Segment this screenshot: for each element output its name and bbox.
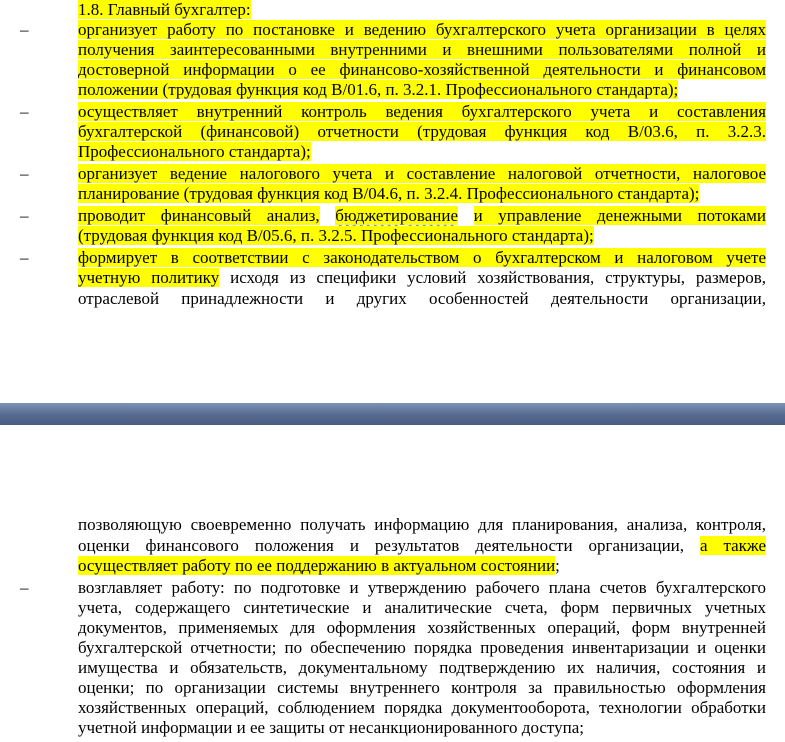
bullet-dash: – — [20, 206, 29, 225]
text-line: хозяйственных операций, соблюдением порядка документооборота, технологии обработки — [78, 698, 766, 717]
text-line: оценки; по организации системы внутреннего контроля за правильностью оформления — [78, 678, 766, 697]
section-heading: 1.8. Главный бухгалтер: — [78, 0, 251, 19]
text-line: оценки финансового положения и результатов деятельности организации, а также — [78, 536, 766, 555]
text-line: положении (трудовая функция код В/01.6, п. 3.2.1. Профессионального стандарта); — [78, 80, 679, 99]
text-line: учетную политику исходя из специфики условий хозяйствования, структуры, размеров, — [78, 268, 766, 287]
text-line: возглавляет работу: по подготовке и утверждению рабочего плана счетов бухгалтерского — [78, 578, 766, 597]
text-line: отраслевой принадлежности и других особенностей деятельности организации, — [78, 289, 766, 308]
text-line: имущества и обязательств, документальному подтверждению их наличия, состояния и — [78, 658, 766, 677]
text-line: осуществляет внутренний контроль ведения бухгалтерского учета и составления — [78, 102, 766, 121]
text-line: осуществляет работу по ее поддержанию в актуальном состоянии; — [78, 556, 560, 575]
text-line: планирование (трудовая функция код В/04.6, п. 3.2.4. Профессионального стандарта); — [78, 184, 700, 203]
bullet-dash: – — [20, 20, 29, 39]
text-line: Профессионального стандарта); — [78, 142, 311, 161]
bullet-dash: – — [20, 248, 29, 267]
text-line: учета, содержащего синтетические и аналитические счета, форм первичных учетных — [78, 598, 766, 617]
text-line: проводит финансовый анализ, бюджетирование и управление денежными потоками — [78, 206, 767, 225]
bullet-dash: – — [20, 164, 29, 183]
text-line: организует работу по постановке и ведению бухгалтерского учета организации в целях — [78, 20, 766, 39]
text-line: формирует в соответствии с законодательством о бухгалтерском и налоговом учете — [78, 248, 766, 267]
text-line: учетной информации и ее защиты от несанкционированного доступа; — [78, 718, 584, 737]
bullet-dash: – — [20, 102, 29, 121]
text-line: документов, применяемых для оформления хозяйственных операций, форм внутренней — [78, 618, 766, 637]
page-break-separator — [0, 403, 785, 425]
text-line: позволяющую своевременно получать информацию для планирования, анализа, контроля, — [78, 515, 766, 534]
text-line: достоверной информации о ее финансово-хозяйственной деятельности и финансовом — [78, 60, 766, 79]
text-line: бухгалтерской отчетности; по обеспечению порядка проведения инвентаризации и оценки — [78, 638, 766, 657]
text-line: организует ведение налогового учета и составление налоговой отчетности, налоговое — [78, 164, 766, 183]
text-line: (трудовая функция код В/05.6, п. 3.2.5. Профессионального стандарта); — [78, 226, 594, 245]
bullet-dash: – — [20, 578, 29, 597]
spellcheck-word: бюджетирование — [335, 206, 459, 225]
text-line: бухгалтерской (финансовой) отчетности (трудовая функция код В/03.6, п. 3.2.3. — [78, 122, 766, 141]
text-line: получения заинтересованными внутренними и внешними пользователями полной и — [78, 40, 766, 59]
